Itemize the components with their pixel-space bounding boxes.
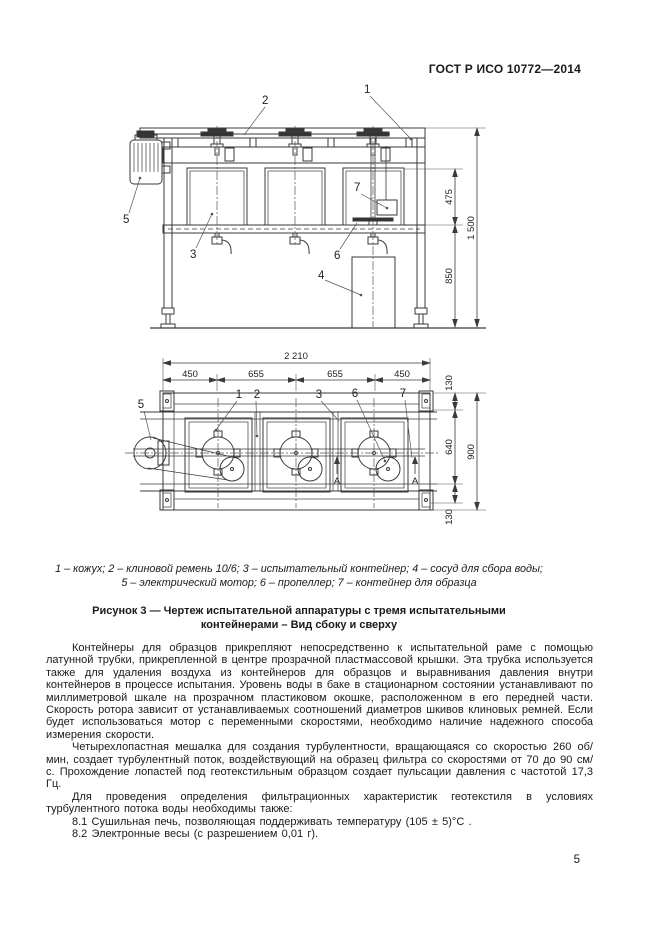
callout-2-top: 2 <box>253 389 261 401</box>
callout-7-sample-box: 7 <box>354 182 361 194</box>
water-vessel <box>352 257 395 328</box>
section-label-a2: A <box>411 476 419 487</box>
test-containers-top <box>185 418 408 492</box>
list-item-8-2: 8.2 Электронные весы (с разрешением 0,01 г). <box>72 828 319 841</box>
callout-6-top: 6 <box>351 388 359 400</box>
test-frame-side <box>140 128 428 328</box>
figure-3-drawing <box>0 80 661 560</box>
test-containers-side <box>187 168 404 225</box>
dim-1500: 1 500 <box>466 216 477 240</box>
pulleys-and-belt <box>137 129 390 161</box>
callout-1-frame: 1 <box>364 84 371 96</box>
callout-3-top: 3 <box>315 389 323 401</box>
dim-655-left: 655 <box>248 369 264 380</box>
dim-640: 640 <box>444 439 455 455</box>
dim-655-right: 655 <box>327 369 343 380</box>
callout-3-container: 3 <box>190 249 197 261</box>
top-dimensions-right <box>430 393 486 510</box>
callout-2-belt: 2 <box>262 95 269 107</box>
dim-130-bottom: 130 <box>444 509 455 525</box>
list-item-8-1: 8.1 Сушильная печь, позволяющая поддерживать температуру (105 ± 5)°С . <box>72 815 472 828</box>
dim-450-right: 450 <box>394 369 410 380</box>
figure-legend <box>45 562 553 590</box>
lids-and-pulleys <box>133 431 425 481</box>
body-text <box>46 642 593 841</box>
top-view <box>125 358 486 510</box>
legend-line-2: 5 – электрический мотор; 6 – пропеллер; 7 – контейнер для образца <box>121 577 477 589</box>
document-code: ГОСТ Р ИСО 10772—2014 <box>428 62 581 76</box>
paragraph-requirements: Для проведения определения фильтрационных характеристик геотекстиля в условиях турбулентного потока воды необходимы также: <box>46 790 593 816</box>
dim-850: 850 <box>444 268 455 284</box>
legend-line-1: 1 – кожух; 2 – клиновой ремень 10/6; 3 – испытательный контейнер; 4 – сосуд для сбора воды; <box>55 563 543 575</box>
callout-4-vessel: 4 <box>318 270 325 282</box>
page-number: 5 <box>573 854 580 866</box>
dim-475: 475 <box>444 189 455 205</box>
side-view <box>129 96 486 328</box>
callout-1-top: 1 <box>235 389 243 401</box>
caption-line-1: Рисунок 3 — Чертеж испытательной аппаратуры с тремя испытательными <box>92 605 506 617</box>
paragraph-containers: Контейнеры для образцов прикрепляют непосредственно к испытательной раме с помощью латунной трубки, прикрепленной в центре прозрачной пластмассовой крышки. Эта трубка используется также для удаления воздуха из контейнеров для образцов и выравнивания давления внутри контейнеров в процессе испытания. Уровень воды в баке в стационарном состоянии устанавливают по миллиметровой шкале на прозрачном пластиковом окошке, расположенном в его передней части. Скорость ротора зависит от устанавливаемых соотношений диаметров шкивов клиновых ремней. Если будет использоваться мотор с переменными скоростями, необходимо наличие надежного способа измерения скорости. <box>46 642 593 741</box>
dim-450-left: 450 <box>182 369 198 380</box>
figure-caption <box>45 604 553 632</box>
callout-5-motor-top: 5 <box>137 399 145 411</box>
dim-130-top: 130 <box>444 375 455 391</box>
caption-line-2: контейнерами – Вид сбоку и сверху <box>200 619 398 631</box>
callout-5-motor: 5 <box>123 214 130 226</box>
callout-7-top: 7 <box>399 388 407 400</box>
top-dimensions-upper <box>163 358 430 391</box>
callout-6-propeller: 6 <box>334 250 341 262</box>
side-callout-leaders <box>129 96 412 296</box>
paragraph-agitator: Четырехлопастная мешалка для создания турбулентности, вращающаяся со скоростью 260 об/мин, создает турбулентный поток, воздействующий на образец фильтра со скоростями от 70 до 90 см/с. Прохождение лопастей под геотекстильным образцом создает пульсации давления с частотой 17,3 Гц. <box>46 741 593 791</box>
dim-900: 900 <box>466 444 477 460</box>
center-lines-side <box>217 126 373 327</box>
drain-faucets <box>212 233 387 254</box>
section-label-a1: A <box>333 476 341 487</box>
dim-2210: 2 210 <box>284 351 308 362</box>
